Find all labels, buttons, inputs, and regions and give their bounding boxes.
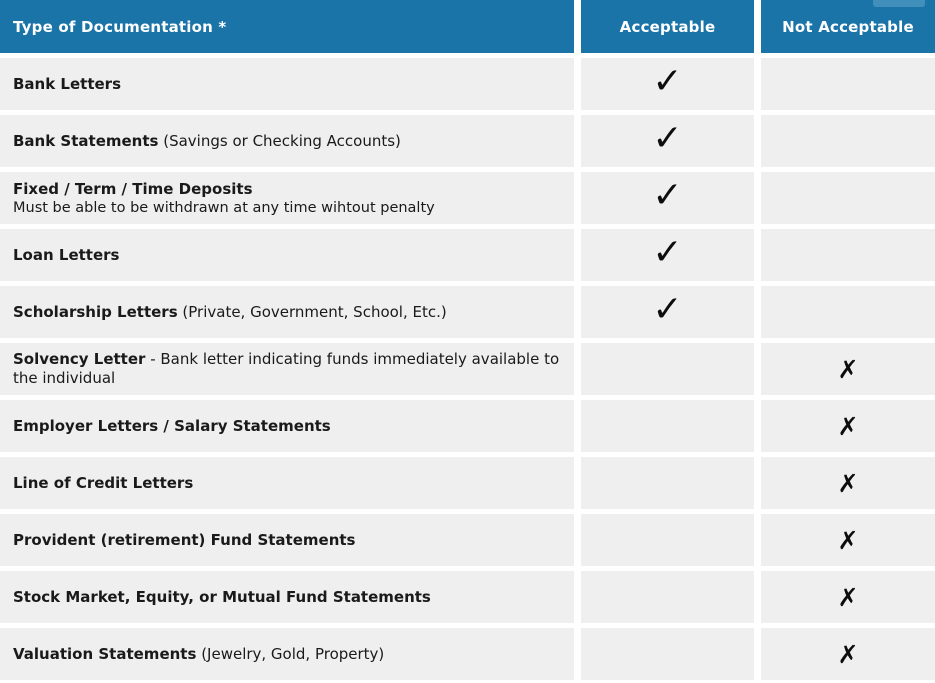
not-acceptable-cell [761, 400, 935, 452]
table-row-fixed-term-time-deposits [0, 172, 935, 224]
check-mark-icon: ✓ [652, 61, 683, 102]
doc-title: Fixed / Term / Time Deposits [13, 179, 253, 198]
cross-mark-icon: ✗ [837, 468, 859, 498]
doc-title: Stock Market, Equity, or Mutual Fund Statements [13, 587, 431, 606]
acceptable-cell [581, 286, 754, 338]
header-type-label: Type of Documentation * [13, 17, 227, 36]
doc-title: Valuation Statements [13, 644, 197, 663]
doc-note: Must be able to be withdrawn at any time wihtout penalty [13, 199, 435, 216]
acceptable-cell [581, 172, 754, 224]
doc-type-cell [0, 628, 574, 680]
doc-title: Provident (retirement) Fund Statements [13, 530, 356, 549]
doc-title: Scholarship Letters [13, 302, 178, 321]
doc-type-cell [0, 571, 574, 623]
not-acceptable-cell [761, 229, 935, 281]
table-row-valuation-statements [0, 628, 935, 680]
table-row-line-of-credit-letters [0, 457, 935, 509]
cross-mark-icon: ✗ [837, 639, 859, 669]
table-row-bank-statements [0, 115, 935, 167]
table-row-solvency-letter [0, 343, 935, 395]
cross-mark-icon: ✗ [837, 582, 859, 612]
table-row-scholarship-letters [0, 286, 935, 338]
check-mark-icon: ✓ [652, 289, 683, 330]
doc-type-cell [0, 343, 574, 395]
not-acceptable-cell [761, 286, 935, 338]
check-mark-icon: ✓ [652, 118, 683, 159]
doc-title: Bank Letters [13, 74, 122, 93]
table-row-employer-letters [0, 400, 935, 452]
acceptable-cell [581, 514, 754, 566]
acceptable-cell [581, 229, 754, 281]
cross-mark-icon: ✗ [837, 354, 859, 384]
header-not-acceptable [761, 0, 935, 53]
acceptable-cell [581, 628, 754, 680]
not-acceptable-cell [761, 571, 935, 623]
doc-detail: (Savings or Checking Accounts) [163, 131, 401, 150]
table-row-provident-fund-statements [0, 514, 935, 566]
check-mark-icon: ✓ [652, 232, 683, 273]
doc-type-cell [0, 400, 574, 452]
header-acceptable [581, 0, 754, 53]
check-mark-icon: ✓ [652, 175, 683, 216]
acceptable-cell [581, 115, 754, 167]
not-acceptable-cell [761, 343, 935, 395]
doc-title: Loan Letters [13, 245, 120, 264]
doc-title: Line of Credit Letters [13, 473, 194, 492]
doc-detail: (Private, Government, School, Etc.) [182, 302, 447, 321]
acceptable-cell [581, 343, 754, 395]
not-acceptable-cell [761, 457, 935, 509]
acceptable-cell [581, 571, 754, 623]
table-row-bank-letters [0, 58, 935, 110]
doc-type-cell [0, 172, 574, 224]
doc-type-cell [0, 514, 574, 566]
doc-title: Bank Statements [13, 131, 159, 150]
acceptable-cell [581, 400, 754, 452]
not-acceptable-cell [761, 514, 935, 566]
header-corner-artifact [873, 0, 925, 7]
doc-detail: - Bank letter indicating funds immediately available to the individual [13, 350, 560, 387]
table-header-row [0, 0, 935, 53]
table-row-loan-letters [0, 229, 935, 281]
doc-type-cell [0, 286, 574, 338]
doc-detail: (Jewelry, Gold, Property) [201, 644, 385, 663]
doc-title: Solvency Letter [13, 350, 146, 368]
cross-mark-icon: ✗ [837, 411, 859, 441]
doc-type-cell [0, 457, 574, 509]
acceptable-cell [581, 457, 754, 509]
not-acceptable-cell [761, 628, 935, 680]
header-acceptable-label: Acceptable [619, 17, 716, 36]
cross-mark-icon: ✗ [837, 525, 859, 555]
not-acceptable-cell [761, 58, 935, 110]
header-not-acceptable-label: Not Acceptable [782, 17, 914, 36]
doc-type-cell [0, 229, 574, 281]
not-acceptable-cell [761, 172, 935, 224]
header-type-of-documentation [0, 0, 574, 53]
acceptable-cell [581, 58, 754, 110]
doc-type-cell [0, 58, 574, 110]
doc-type-cell [0, 115, 574, 167]
not-acceptable-cell [761, 115, 935, 167]
table-row-stock-market-statements [0, 571, 935, 623]
doc-title: Employer Letters / Salary Statements [13, 416, 331, 435]
